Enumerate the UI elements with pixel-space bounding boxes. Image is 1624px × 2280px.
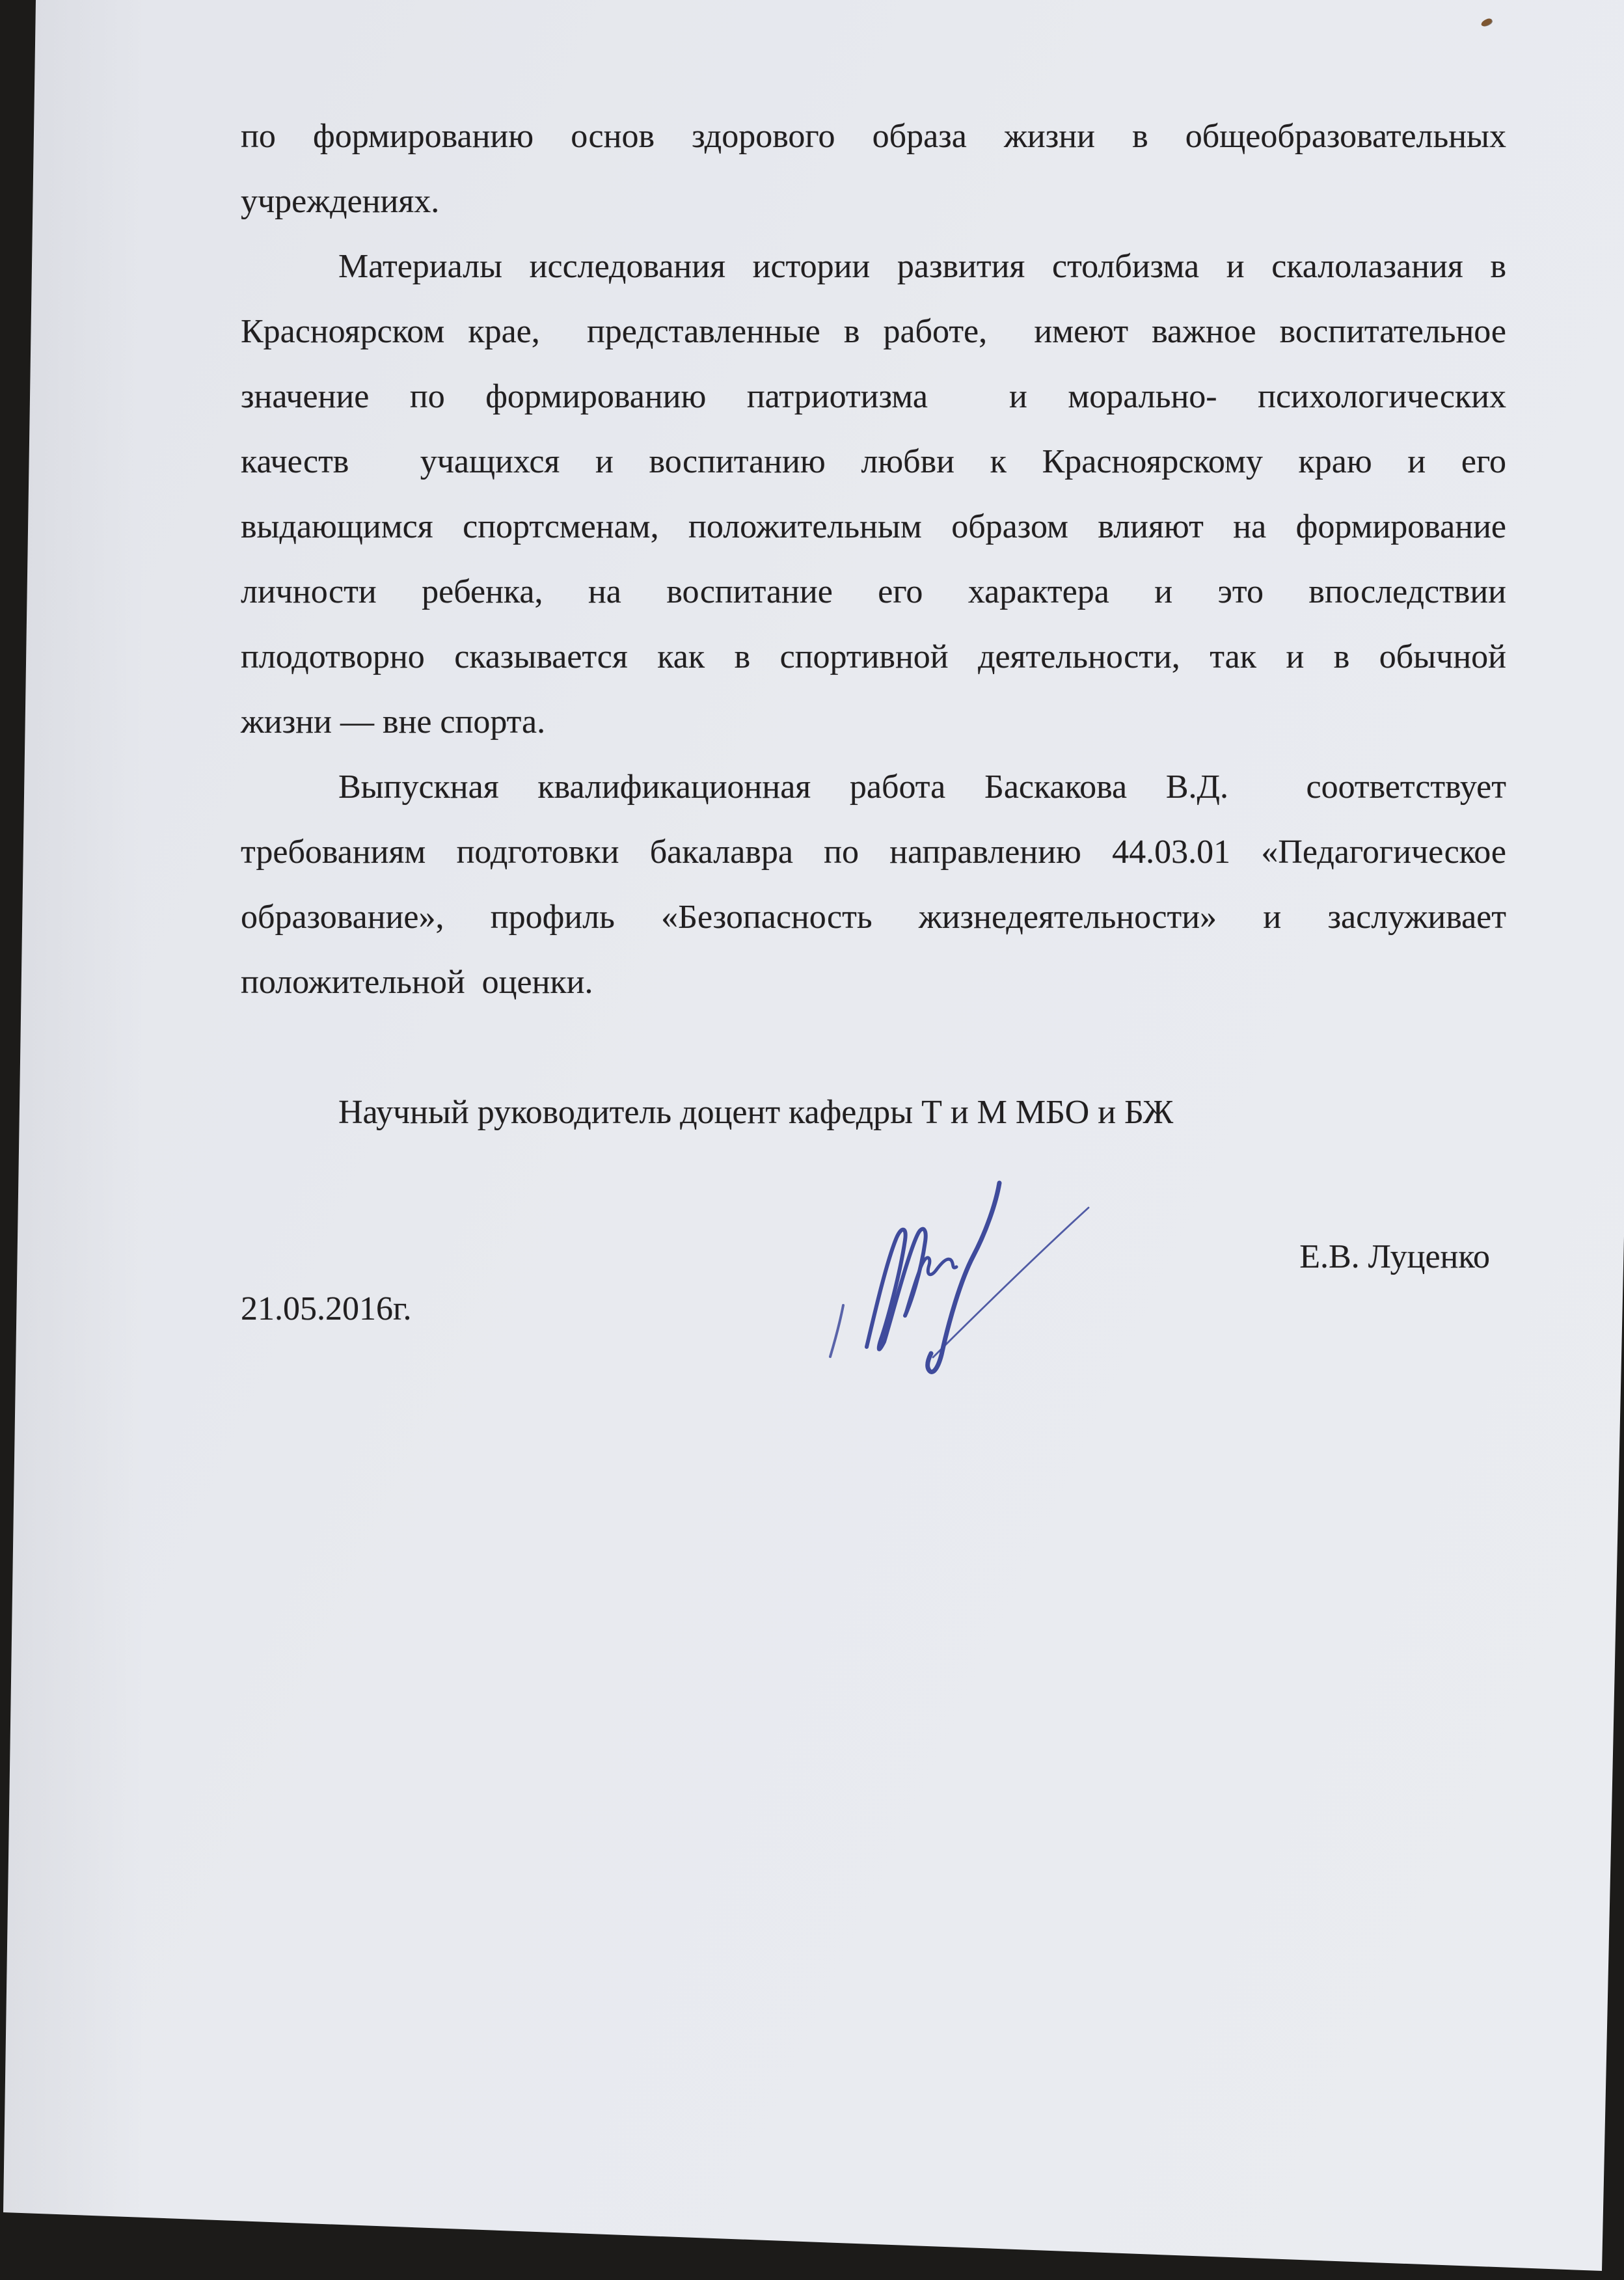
supervisor-line: Научный руководитель доцент кафедры Т и М МБО и БЖ [338, 1094, 1174, 1131]
body-line: качеств учащихся и воспитанию любви к Красноярскому краю и его [241, 443, 1506, 480]
signature-stroke [928, 1183, 999, 1372]
signature-stroke [830, 1305, 843, 1357]
body-line: жизни — вне спорта. [241, 703, 546, 740]
body-line: Выпускная квалификационная работа Баскакова В.Д. соответствует [338, 768, 1506, 806]
body-line: по формированию основ здорового образа жизни в общеобразовательных [241, 118, 1506, 155]
body-line: плодотворно сказывается как в спортивной деятельности, так и в обычной [241, 638, 1506, 675]
review-text-block [241, 104, 1506, 1145]
blank-line [241, 1015, 1506, 1080]
body-line: образование», профиль «Безопасность жизнедеятельности» и заслуживает [241, 899, 1506, 936]
body-line: требованиям подготовки бакалавра по направлению 44.03.01 «Педагогическое [241, 834, 1506, 871]
date: 21.05.2016г. [241, 1290, 412, 1327]
body-line: значение по формированию патриотизма и морально- психологических [241, 378, 1506, 415]
signer-name: Е.В. Луценко [1299, 1238, 1490, 1275]
signature-stroke [933, 1208, 1089, 1357]
body-line: выдающимся спортсменам, положительным образом влияют на формирование [241, 508, 1506, 545]
body-line: Красноярском крае, представленные в работе, имеют важное воспитательное [241, 313, 1506, 350]
body-line: положительной оценки. [241, 964, 593, 1001]
signature-stroke [905, 1258, 956, 1316]
body-line: Материалы исследования истории развития столбизма и скалолазания в [338, 248, 1506, 285]
body-line: учреждениях. [241, 183, 440, 220]
body-line: личности ребенка, на воспитание его характера и это впоследствии [241, 573, 1506, 610]
signature [800, 1165, 1126, 1425]
